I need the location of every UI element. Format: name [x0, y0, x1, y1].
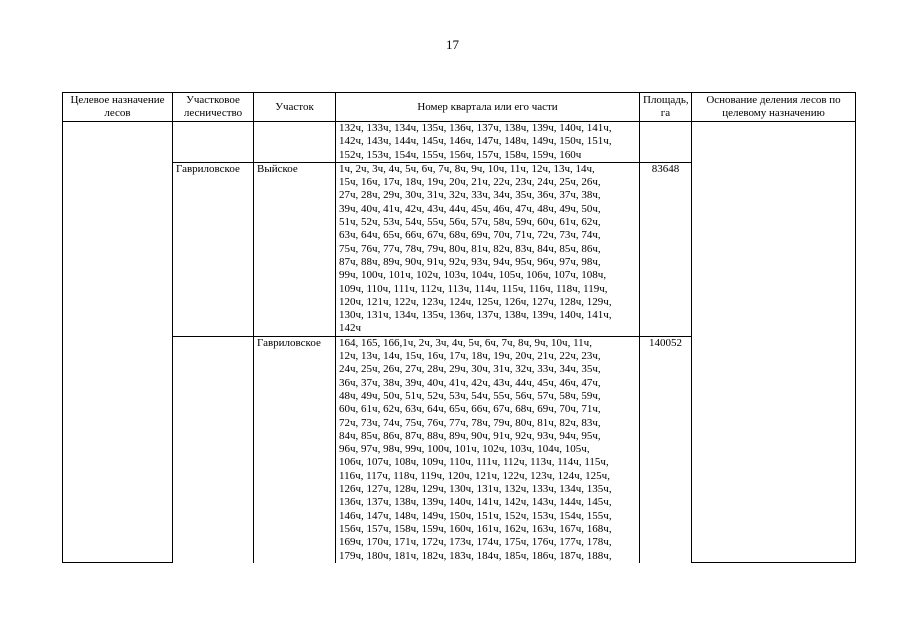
- quarter-line: 39ч, 40ч, 41ч, 42ч, 43ч, 44ч, 45ч, 46ч, 47ч, 48ч, 49ч, 50ч,: [339, 202, 601, 215]
- quarter-line: 75ч, 76ч, 77ч, 78ч, 79ч, 80ч, 81ч, 82ч, 83ч, 84ч, 85ч, 86ч,: [339, 242, 601, 255]
- district-forestry-cell: Гавриловское: [173, 162, 254, 336]
- section-cell: [254, 122, 336, 163]
- quarter-line: 164, 165, 166,1ч, 2ч, 3ч, 4ч, 5ч, 6ч, 7ч, 8ч, 9ч, 10ч, 11ч,: [339, 336, 592, 349]
- quarter-numbers-cell: [336, 336, 640, 563]
- area-cell: 83648: [640, 162, 692, 336]
- header-purpose: Целевое назначение лесов: [63, 93, 173, 122]
- table-header: [63, 93, 856, 122]
- quarter-line: 132ч, 133ч, 134ч, 135ч, 136ч, 137ч, 138ч, 139ч, 140ч, 141ч,: [339, 122, 612, 134]
- basis-cell: [692, 122, 856, 563]
- district-forestry-cell: [173, 122, 254, 163]
- quarter-line: 60ч, 61ч, 62ч, 63ч, 64ч, 65ч, 66ч, 67ч, 68ч, 69ч, 70ч, 71ч,: [339, 403, 601, 416]
- quarter-line: 120ч, 121ч, 122ч, 123ч, 124ч, 125ч, 126ч, 127ч, 128ч, 129ч,: [339, 295, 612, 308]
- table-row: [63, 122, 856, 163]
- quarter-numbers-cell: [336, 162, 640, 336]
- quarter-line: 12ч, 13ч, 14ч, 15ч, 16ч, 17ч, 18ч, 19ч, 20ч, 21ч, 22ч, 23ч,: [339, 350, 601, 363]
- district-forestry-cell: [173, 336, 254, 563]
- quarter-line: 106ч, 107ч, 108ч, 109ч, 110ч, 111ч, 112ч, 113ч, 114ч, 115ч,: [339, 456, 609, 469]
- quarter-line: 1ч, 2ч, 3ч, 4ч, 5ч, 6ч, 7ч, 8ч, 9ч, 10ч, 11ч, 12ч, 13ч, 14ч,: [339, 162, 595, 175]
- quarter-line: 142ч: [339, 322, 362, 335]
- quarter-line: 51ч, 52ч, 53ч, 54ч, 55ч, 56ч, 57ч, 58ч, 59ч, 60ч, 61ч, 62ч,: [339, 216, 601, 229]
- purpose-cell: [63, 122, 173, 563]
- quarter-line: 116ч, 117ч, 118ч, 119ч, 120ч, 121ч, 122ч, 123ч, 124ч, 125ч,: [339, 469, 610, 482]
- section-cell: Гавриловское: [254, 336, 336, 563]
- header-basis: Основание деления лесов по целевому назначению: [692, 93, 856, 122]
- header-section: Участок: [254, 93, 336, 122]
- quarter-line: 96ч, 97ч, 98ч, 99ч, 100ч, 101ч, 102ч, 103ч, 104ч, 105ч,: [339, 443, 590, 456]
- quarter-line: 179ч, 180ч, 181ч, 182ч, 183ч, 184ч, 185ч, 186ч, 187ч, 188ч,: [339, 549, 612, 562]
- header-quarter-number: Номер квартала или его части: [336, 93, 640, 122]
- area-cell: 140052: [640, 336, 692, 563]
- quarter-line: 48ч, 49ч, 50ч, 51ч, 52ч, 53ч, 54ч, 55ч, 56ч, 57ч, 58ч, 59ч,: [339, 389, 601, 402]
- table-body: [63, 122, 856, 563]
- quarter-line: 27ч, 28ч, 29ч, 30ч, 31ч, 32ч, 33ч, 34ч, 35ч, 36ч, 37ч, 38ч,: [339, 189, 601, 202]
- quarter-line: 99ч, 100ч, 101ч, 102ч, 103ч, 104ч, 105ч, 106ч, 107ч, 108ч,: [339, 269, 607, 282]
- header-district-forestry: Участковое лесничество: [173, 93, 254, 122]
- quarter-line: 156ч, 157ч, 158ч, 159ч, 160ч, 161ч, 162ч, 163ч, 167ч, 168ч,: [339, 522, 612, 535]
- quarter-line: 24ч, 25ч, 26ч, 27ч, 28ч, 29ч, 30ч, 31ч, 32ч, 33ч, 34ч, 35ч,: [339, 363, 601, 376]
- quarter-line: 152ч, 153ч, 154ч, 155ч, 156ч, 157ч, 158ч, 159ч, 160ч: [339, 148, 582, 161]
- quarter-line: 72ч, 73ч, 74ч, 75ч, 76ч, 77ч, 78ч, 79ч, 80ч, 81ч, 82ч, 83ч,: [339, 416, 601, 429]
- quarter-line: 15ч, 16ч, 17ч, 18ч, 19ч, 20ч, 21ч, 22ч, 23ч, 24ч, 25ч, 26ч,: [339, 176, 601, 189]
- quarter-line: 136ч, 137ч, 138ч, 139ч, 140ч, 141ч, 142ч, 143ч, 144ч, 145ч,: [339, 496, 612, 509]
- quarter-line: 146ч, 147ч, 148ч, 149ч, 150ч, 151ч, 152ч, 153ч, 154ч, 155ч,: [339, 509, 612, 522]
- header-area: Площадь, га: [640, 93, 692, 122]
- quarter-line: 130ч, 131ч, 134ч, 135ч, 136ч, 137ч, 138ч, 139ч, 140ч, 141ч,: [339, 309, 612, 322]
- quarter-line: 87ч, 88ч, 89ч, 90ч, 91ч, 92ч, 93ч, 94ч, 95ч, 96ч, 97ч, 98ч,: [339, 255, 601, 268]
- quarter-line: 169ч, 170ч, 171ч, 172ч, 173ч, 174ч, 175ч, 176ч, 177ч, 178ч,: [339, 536, 612, 549]
- section-cell: Выйское: [254, 162, 336, 336]
- quarter-line: 109ч, 110ч, 111ч, 112ч, 113ч, 114ч, 115ч, 116ч, 118ч, 119ч,: [339, 282, 608, 295]
- area-cell: [640, 122, 692, 163]
- quarter-line: 142ч, 143ч, 144ч, 145ч, 146ч, 147ч, 148ч, 149ч, 150ч, 151ч,: [339, 135, 612, 148]
- page-number: 17: [446, 37, 459, 52]
- quarter-line: 126ч, 127ч, 128ч, 129ч, 130ч, 131ч, 132ч, 133ч, 134ч, 135ч,: [339, 483, 612, 496]
- quarter-numbers-cell: [336, 122, 640, 163]
- forest-purpose-table: [62, 92, 856, 563]
- quarter-line: 84ч, 85ч, 86ч, 87ч, 88ч, 89ч, 90ч, 91ч, 92ч, 93ч, 94ч, 95ч,: [339, 429, 601, 442]
- quarter-line: 63ч, 64ч, 65ч, 66ч, 67ч, 68ч, 69ч, 70ч, 71ч, 72ч, 73ч, 74ч,: [339, 229, 601, 242]
- quarter-line: 36ч, 37ч, 38ч, 39ч, 40ч, 41ч, 42ч, 43ч, 44ч, 45ч, 46ч, 47ч,: [339, 376, 601, 389]
